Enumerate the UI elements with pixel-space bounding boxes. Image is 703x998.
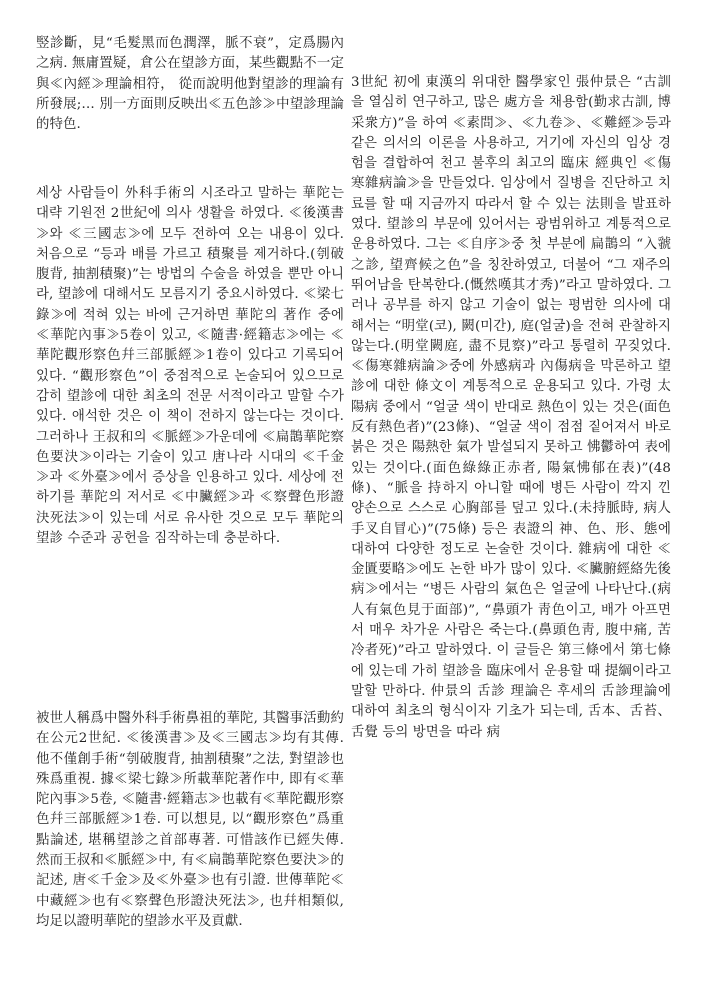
body-paragraph-korean-huatuo: 세상 사람들이 外科手術의 시조라고 말하는 華陀는 대략 기원전 2世紀에 의사 생활을 하였다. ≪後漢書≫와 ≪三國志≫에 모두 전하여 오는 내용이 있다. 처음으로 “등과 배를 가르고 積聚를 제거하다.(刳破腹背, 抽割積聚)”는 방법의 수술을 하였을 뿐만 아니라, 望診에 대해서도 모름지기 중요시하였다. ≪梁七錄≫에 적혀 있는 바에 근거하면 華陀의 著作 중에 ≪華陀內事≫5卷이 있고, ≪隨書·經籍志≫에는 ≪華陀觀形察色幷三部脈經≫1卷이 있다고 기록되어 있다. “觀形察色”이 중점적으로 논술되어 있으므로 감히 望診에 대한 최초의 전문 서적이라고 말할 수가 있다. 애석한 것은 이 책이 전하지 않는다는 것이다. 그러하나 王叔和의 ≪脈經≫가운데에 ≪扁鵲華陀察色要決≫이라는 기술이 있고 唐나라 시대의 ≪千金≫과 ≪外臺≫에서 증상을 인용하고 있다. 세상에 전하기를 華陀의 저서로 ≪中臟經≫과 ≪察聲色形證決死法≫이 있는데 서로 유사한 것으로 모두 華陀의 望診 수준과 공헌을 짐작하는데 충분하다.: [36, 186, 344, 547]
body-paragraph-korean-zhangzhongjing: 3世紀 初에 東漢의 위대한 醫學家인 張仲景은 “古訓을 열심히 연구하고, 많은 處方을 채용함(勤求古訓, 博采衆方)”을 하여 ≪素問≫、≪九卷≫、≪難經≫등과 같은 의서의 이론을 사용하고, 거기에 자신의 임상 경험을 결합하여 천고 불후의 최고의 臨床 經典인 ≪傷寒雜病論≫을 만들었다. 임상에서 질병을 진단하고 치료를 할 때 지금까지 따라서 할 수 있는 法則을 발표하였다. 望診의 부문에 있어서는 광범위하고 계통적으로 운용하였다. 그는 ≪自序≫중 첫 부분에 扁鵲의 “入虢之診, 望齊候之色”을 칭찬하였고, 더불어 “그 재주의 뛰어남을 탄복한다.(慨然嘆其才秀)”라고 말하였다. 그러나 공부를 하지 않고 기술이 없는 평범한 의사에 대해서는 “明堂(코), 闕(미간), 庭(얼굴)을 전혀 관찰하지 않는다.(明堂闕庭, 盡不見察)”라고 통렬히 꾸짖었다. ≪傷寒雜病論≫중에 外感病과 內傷病을 막론하고 望診에 대한 條文이 계통적으로 운용되고 있다. 가령 太陽病 중에서 “얼굴 색이 반대로 熱色이 있는 것은(面色反有熱色者)”(23條)、“얼굴 색이 점점 짙어져서 바로 붉은 것은 陽熱한 氣가 발설되지 못하고 怫鬱하여 表에 있는 것이다.(面色綠綠正赤者, 陽氣怫郁在表)”(48條)、“脈을 持하지 아니할 때에 병든 사람이 깍지 낀 양손으로 스스로 心胸部를 덮고 있다.(未持脈時, 病人手叉自冒心)”(75條) 등은 表證의 神、色、形、態에 대하여 다양한 정도로 논술한 것이다. 雜病에 대한 ≪金匱要略≫에도 논한 바가 많이 있다. ≪臟腑經絡先後病≫에서는 “병든 사람의 氣色은 얼굴에 나타난다.(病人有氣色見于面部)”, “鼻頭가 靑色이고, 배가 아프면서 매우 차가운 사람은 죽는다.(鼻頭色靑, 腹中痛, 苦冷者死)”라고 말하였다. 이 글들은 第三條에서 第七條에 있는데 가히 望診을 臨床에서 운용할 때 提綱이라고 말할 만하다. 仲景의 舌診 理論은 후세의 舌診理論에 대하여 최초의 형식이자 기초가 되는데, 舌本、舌苔、舌覺 등의 방면을 따라 病: [351, 75, 672, 740]
body-paragraph-chinese-intro: 竪診斷，見“毛髮黑而色潤澤，脈不衰”，定爲腸內之病. 無庸置疑，倉公在望診方面，某些觀點不一定與≪內經≫理論相符， 從而說明他對望診的理論有所發展;… 別一方面則反映出≪五色診≫中望診理論的特色.: [36, 36, 344, 133]
body-paragraph-chinese-huatuo: 被世人稱爲中醫外科手術鼻祖的華陀, 其醫事活動約在公元2世紀. ≪後漢書≫及≪三國志≫均有其傳. 他不僅創手術“刳破腹背, 抽割積聚”之法, 對望診也殊爲重視. 據≪梁七錄≫所載華陀著作中, 即有≪華陀內事≫5卷, ≪隨書·經籍志≫也載有≪華陀觀形察色幷三部脈經≫1卷. 可以想見, 以“觀形察色”爲重點論述, 堪稱望診之首部專著. 可惜該作已經失傳. 然而王叔和≪脈經≫中, 有≪扁鵲華陀察色要決≫的記述, 唐≪千金≫及≪外臺≫也有引證. 世傳華陀≪中藏經≫也有≪察聲色形證決死法≫, 也幷相類似, 均足以證明華陀的望診水平及貢獻.: [36, 711, 344, 929]
